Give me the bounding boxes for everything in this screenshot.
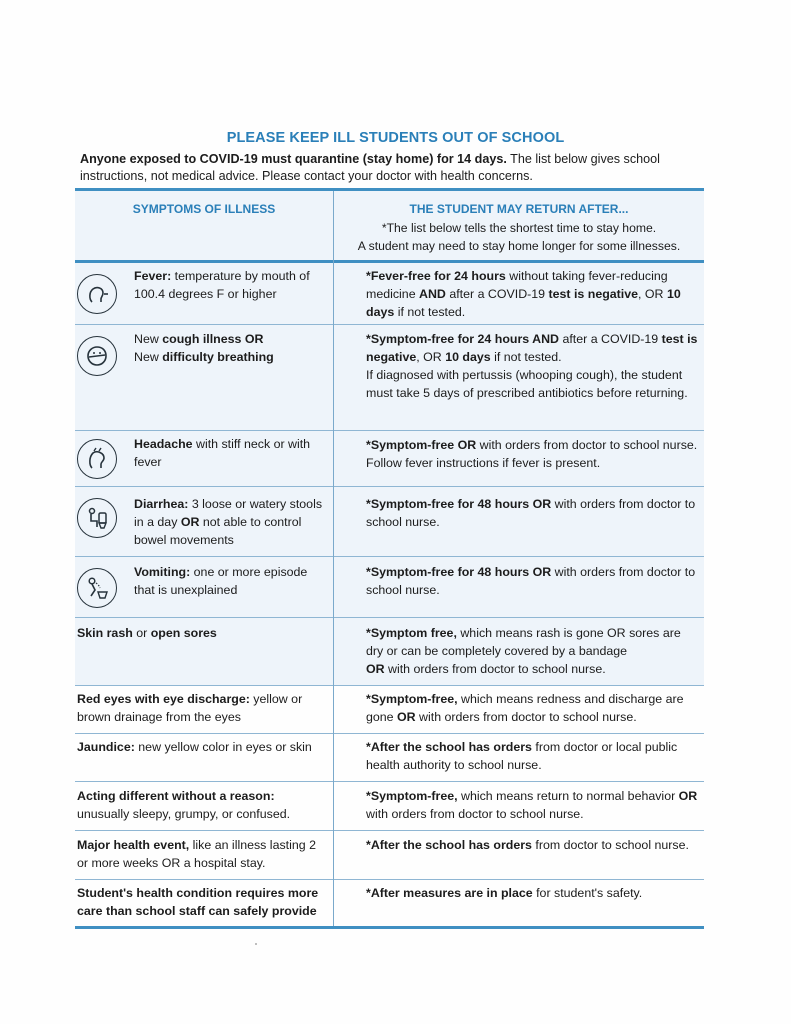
return-after-cell: *Symptom-free, which means redness and discharge are gone OR with orders from doctor to school nurse.: [366, 692, 684, 724]
document-title: PLEASE KEEP ILL STUDENTS OUT OF SCHOOL: [226, 130, 565, 146]
headache-icon: [77, 439, 117, 479]
table-row: [75, 325, 704, 431]
return-after-cell: *After the school has orders from doctor or local public health authority to school nurse.: [366, 740, 678, 772]
symptom-cell: Major health event, like an illness lasting 2 or more weeks OR a hospital stay.: [77, 838, 316, 870]
intro-paragraph: [80, 151, 690, 185]
table-row: [75, 782, 704, 831]
symptom-cell: Skin rash or open sores: [77, 626, 217, 640]
table-row: [75, 686, 704, 734]
return-after-cell: *Symptom-free for 48 hours OR with orders from doctor to school nurse.: [366, 497, 696, 529]
diarrhea-toilet-icon: [77, 498, 117, 538]
table-row: [75, 734, 704, 782]
table-row: [75, 557, 704, 618]
return-after-cell: *After measures are in place for student's safety.: [366, 886, 643, 900]
symptom-cell: Jaundice: new yellow color in eyes or skin: [77, 740, 312, 754]
vomiting-icon: [77, 568, 117, 608]
header-symptoms: SYMPTOMS OF ILLNESS: [132, 202, 276, 216]
return-after-cell: *Symptom-free for 24 hours AND after a COVID-19 test is negative, OR 10 days if not tested. If diagnosed with pertussis (whooping cough), the student must take 5 days of prescribed antibiotics before returning.: [366, 332, 698, 400]
column-divider: [333, 191, 334, 926]
table-row: [75, 263, 704, 325]
table-row: [75, 431, 704, 487]
return-after-cell: *Symptom free, which means rash is gone OR sores are dry or can be completely covered by a bandage OR with orders from doctor to school nurse.: [366, 626, 681, 676]
symptom-cell: Red eyes with eye discharge: yellow or brown drainage from the eyes: [77, 692, 303, 724]
symptom-cell: Vomiting: one or more episode that is unexplained: [134, 565, 308, 597]
symptom-cell: Diarrhea: 3 loose or watery stools in a day OR not able to control bowel movements: [134, 497, 323, 547]
table-row: [75, 618, 704, 686]
header-note-line-2: A student may need to stay home longer for some illnesses.: [357, 239, 681, 253]
cough-face-icon: [77, 336, 117, 376]
scan-speck: [255, 943, 257, 945]
intro-text: The list below gives school instructions, not medical advice. Please contact your doctor with health concerns.: [80, 152, 660, 183]
table-row: [75, 831, 704, 880]
return-after-cell: *Symptom-free, which means return to normal behavior OR with orders from doctor to school nurse.: [366, 789, 698, 821]
return-after-cell: *Symptom-free for 48 hours OR with orders from doctor to school nurse.: [366, 565, 696, 597]
symptom-cell: Acting different without a reason: unusually sleepy, grumpy, or confused.: [77, 789, 291, 821]
return-after-cell: *After the school has orders from doctor to school nurse.: [366, 838, 689, 852]
table-row: [75, 880, 704, 926]
symptom-cell: New cough illness OR New difficulty breathing: [134, 332, 274, 364]
return-after-cell: *Symptom-free OR with orders from doctor to school nurse. Follow fever instructions if fever is present.: [366, 438, 698, 470]
header-note: [334, 219, 704, 255]
intro-bold-text: Anyone exposed to COVID-19 must quarantine (stay home) for 14 days.: [80, 152, 507, 166]
symptom-cell: Headache with stiff neck or with fever: [134, 437, 311, 469]
table-bottom-rule: [75, 926, 704, 929]
header-note-line-1: *The list below tells the shortest time to stay home.: [381, 221, 657, 235]
return-after-cell: *Fever-free for 24 hours without taking fever-reducing medicine AND after a COVID-19 test is negative, OR 10 days if not tested.: [366, 269, 681, 319]
fever-head-icon: [77, 274, 117, 314]
table-row: [75, 487, 704, 557]
symptom-cell: Fever: temperature by mouth of 100.4 degrees F or higher: [134, 269, 310, 301]
header-return-after: THE STUDENT MAY RETURN AFTER...: [409, 202, 629, 216]
symptom-cell: Student's health condition requires more care than school staff can safely provide: [77, 886, 319, 918]
table-top-rule: [75, 188, 704, 191]
